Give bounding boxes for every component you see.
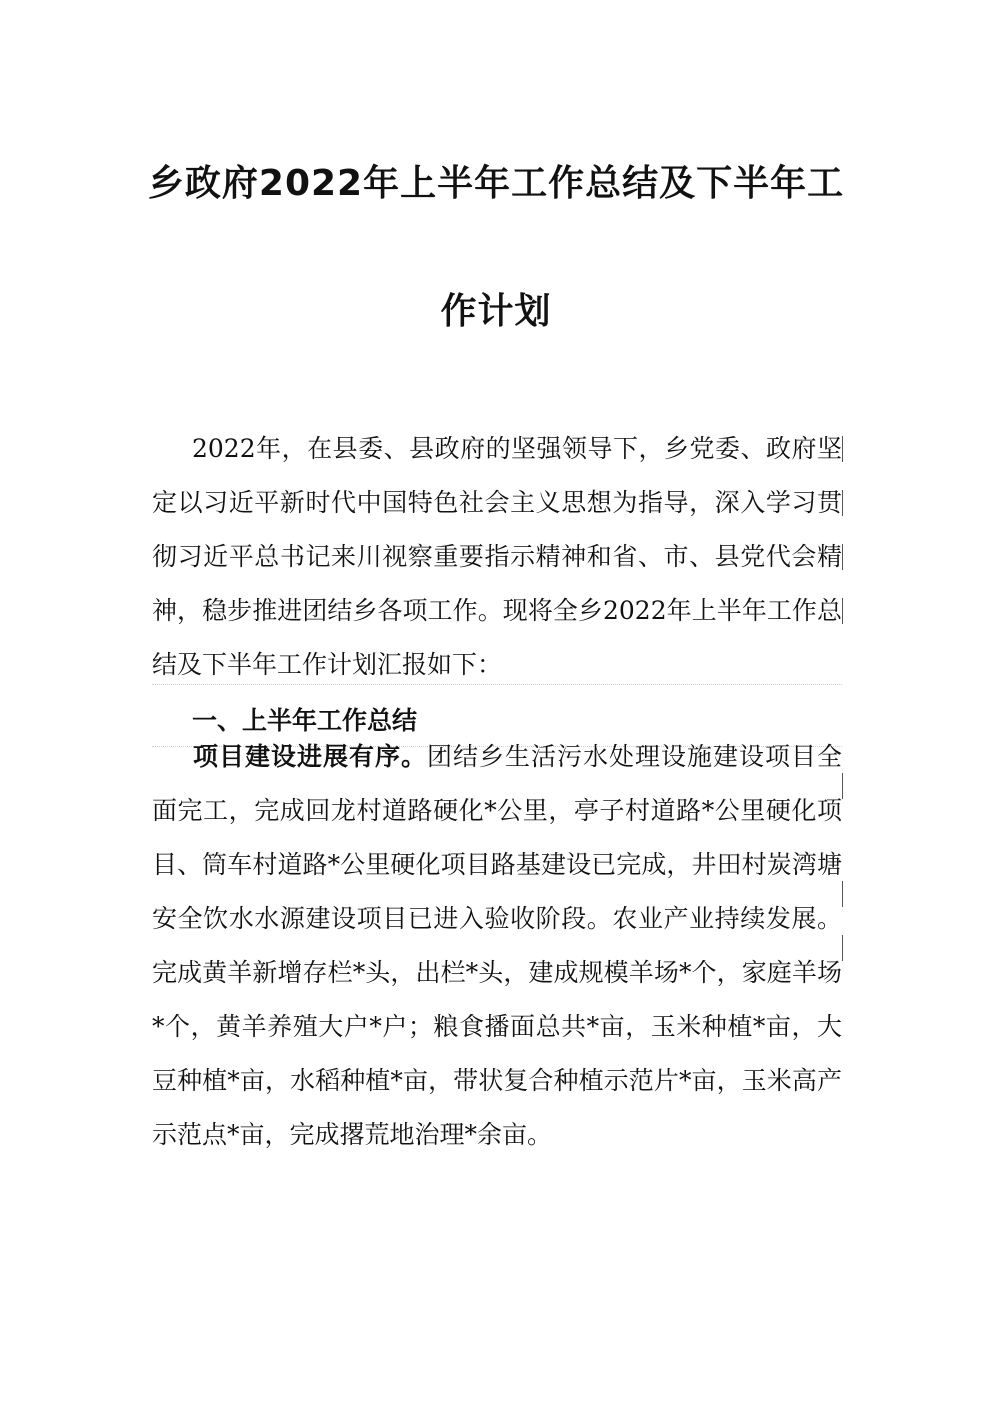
intro-text: 2022年，在县委、县政府的坚强领导下，乡党委、政府坚定以习近平新时代中国特色社会主义思想为指导，深入学习贯彻习近平总书记来川视察重要指示精神和省、市、县党代会精神，稳步推进团结乡各项工作。现将全乡2022年上半年工作总结及下半年工作计划汇报如下： bbox=[152, 434, 842, 679]
margin-mark bbox=[842, 935, 843, 961]
intro-paragraph bbox=[152, 422, 842, 692]
margin-mark bbox=[842, 436, 843, 462]
document-title-line-2: 作计划 bbox=[440, 291, 552, 332]
paragraph-divider bbox=[152, 684, 842, 685]
margin-mark bbox=[842, 544, 843, 570]
document-title-line-1: 乡政府2022年上半年工作总结及下半年工 bbox=[147, 163, 845, 204]
section-heading: 一、上半年工作总结 bbox=[192, 706, 418, 735]
project-lead-text: 项目建设进展有序。 bbox=[192, 742, 427, 771]
margin-mark bbox=[842, 773, 843, 799]
project-paragraph bbox=[152, 730, 842, 1162]
margin-mark bbox=[842, 598, 843, 624]
margin-mark bbox=[842, 490, 843, 516]
margin-mark bbox=[842, 881, 843, 907]
project-body-text: 团结乡生活污水处理设施建设项目全面完工，完成回龙村道路硬化*公里，亭子村道路*公里硬化项目、筒车村道路*公里硬化项目路基建设已完成，井田村炭湾塘安全饮水水源建设项目已进入验收阶段。农业产业持续发展。完成黄羊新增存栏*头，出栏*头，建成规模羊场*个，家庭羊场*个，黄羊养殖大户*户；粮食播面总共*亩，玉米种植*亩，大豆种植*亩，水稻种植*亩，带状复合种植示范片*亩，玉米高产示范点*亩，完成撂荒地治理*余亩。 bbox=[152, 742, 842, 1149]
